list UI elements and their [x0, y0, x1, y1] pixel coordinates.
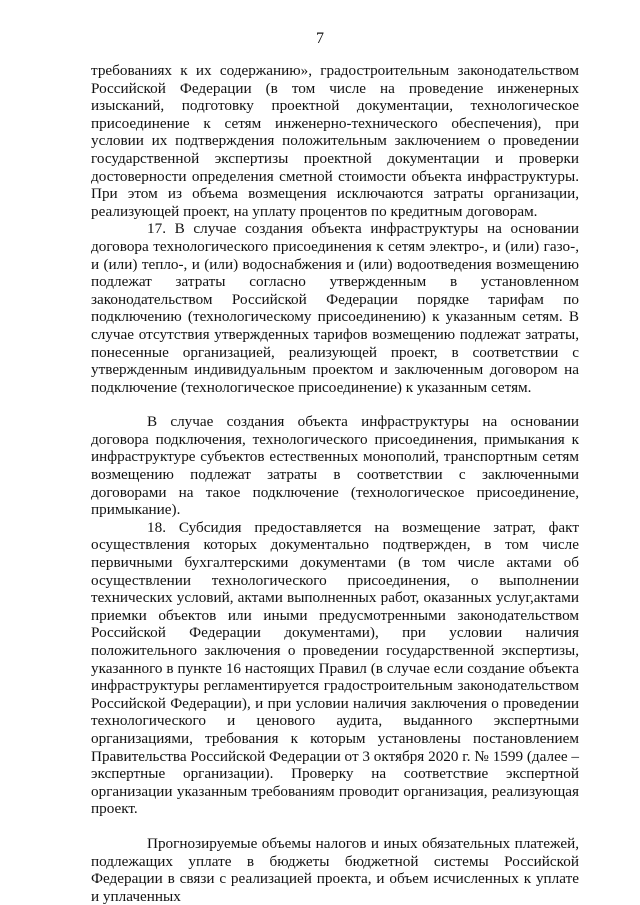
paragraph-17-second: В случае создания объекта инфраструктуры на основании договора подключения, технологического присоединения, примыкания к инфраструктуре субъектов естественных монополий, транспортным сетям возмещению подлежат затраты в соответствии с заключенными договорами на такое подключение (технологическое присоединение, примыкание). — [91, 413, 579, 519]
paragraph-gap — [91, 396, 579, 413]
paragraph-18: 18. Субсидия предоставляется на возмещение затрат, факт осуществления которых документально подтвержден, в том числе первичными бухгалтерскими документами (в том числе актами об осуществлении технологического присоединения, о выполнении технических условий, актами выполненных работ, оказанных услуг,актами приемки объектов или иными предусмотренными законодательством Российской Федерации документами), при условии наличия положительного заключения о проведении государственной экспертизы, указанного в пункте 16 настоящих Правил (в случае если создание объекта инфраструктуры регламентируется градостроительным законодательством Российской Федерации), и при условии наличия заключения о проведении технологического и ценового аудита, выданного экспертными организациями, требования к которым установлены постановлением Правительства Российской Федерации от 3 октября 2020 г. № 1599 (далее – экспертные организации). Проверку на соответствие экспертной организации указанным требованиям проводит организация, реализующая проект. — [91, 518, 579, 818]
paragraph-forecast: Прогнозируемые объемы налогов и иных обязательных платежей, подлежащих уплате в бюджеты бюджетной системы Российской Федерации в связи с реализацией проекта, и объем исчисленных к уплате и уплаченных — [91, 834, 579, 905]
paragraph-continuation: требованиях к их содержанию», градостроительным законодательством Российской Федерации (в том числе на проведение инженерных изысканий, подготовку проектной документации, технологическое присоединение к сетям инженерно-технического обеспечения), при условии их подтверждения положительным заключением о проведении государственной экспертизы проектной документации и проверки достоверности определения сметной стоимости объекта инфраструктуры. При этом из объема возмещения исключаются затраты организации, реализующей проект, на уплату процентов по кредитным договорам. — [91, 62, 579, 220]
paragraph-gap — [91, 818, 579, 835]
body-text — [91, 62, 579, 905]
page-number: 7 — [316, 30, 324, 47]
paragraph-17: 17. В случае создания объекта инфраструктуры на основании договора технологического присоединения к сетям электро-, и (или) газо-, и (или) тепло-, и (или) водоснабжения и (или) водоотведения возмещению подлежат затраты согласно утвержденным в установленном законодательством Российской Федерации порядке тарифам по подключению (технологическому присоединению) к указанным сетям. В случае отсутствия утвержденных тарифов возмещению подлежат затраты, понесенные организацией, реализующей проект, в соответствии с утвержденным индивидуальным проектом и заключенным договором на подключение (технологическое присоединение) к указанным сетям. — [91, 220, 579, 396]
